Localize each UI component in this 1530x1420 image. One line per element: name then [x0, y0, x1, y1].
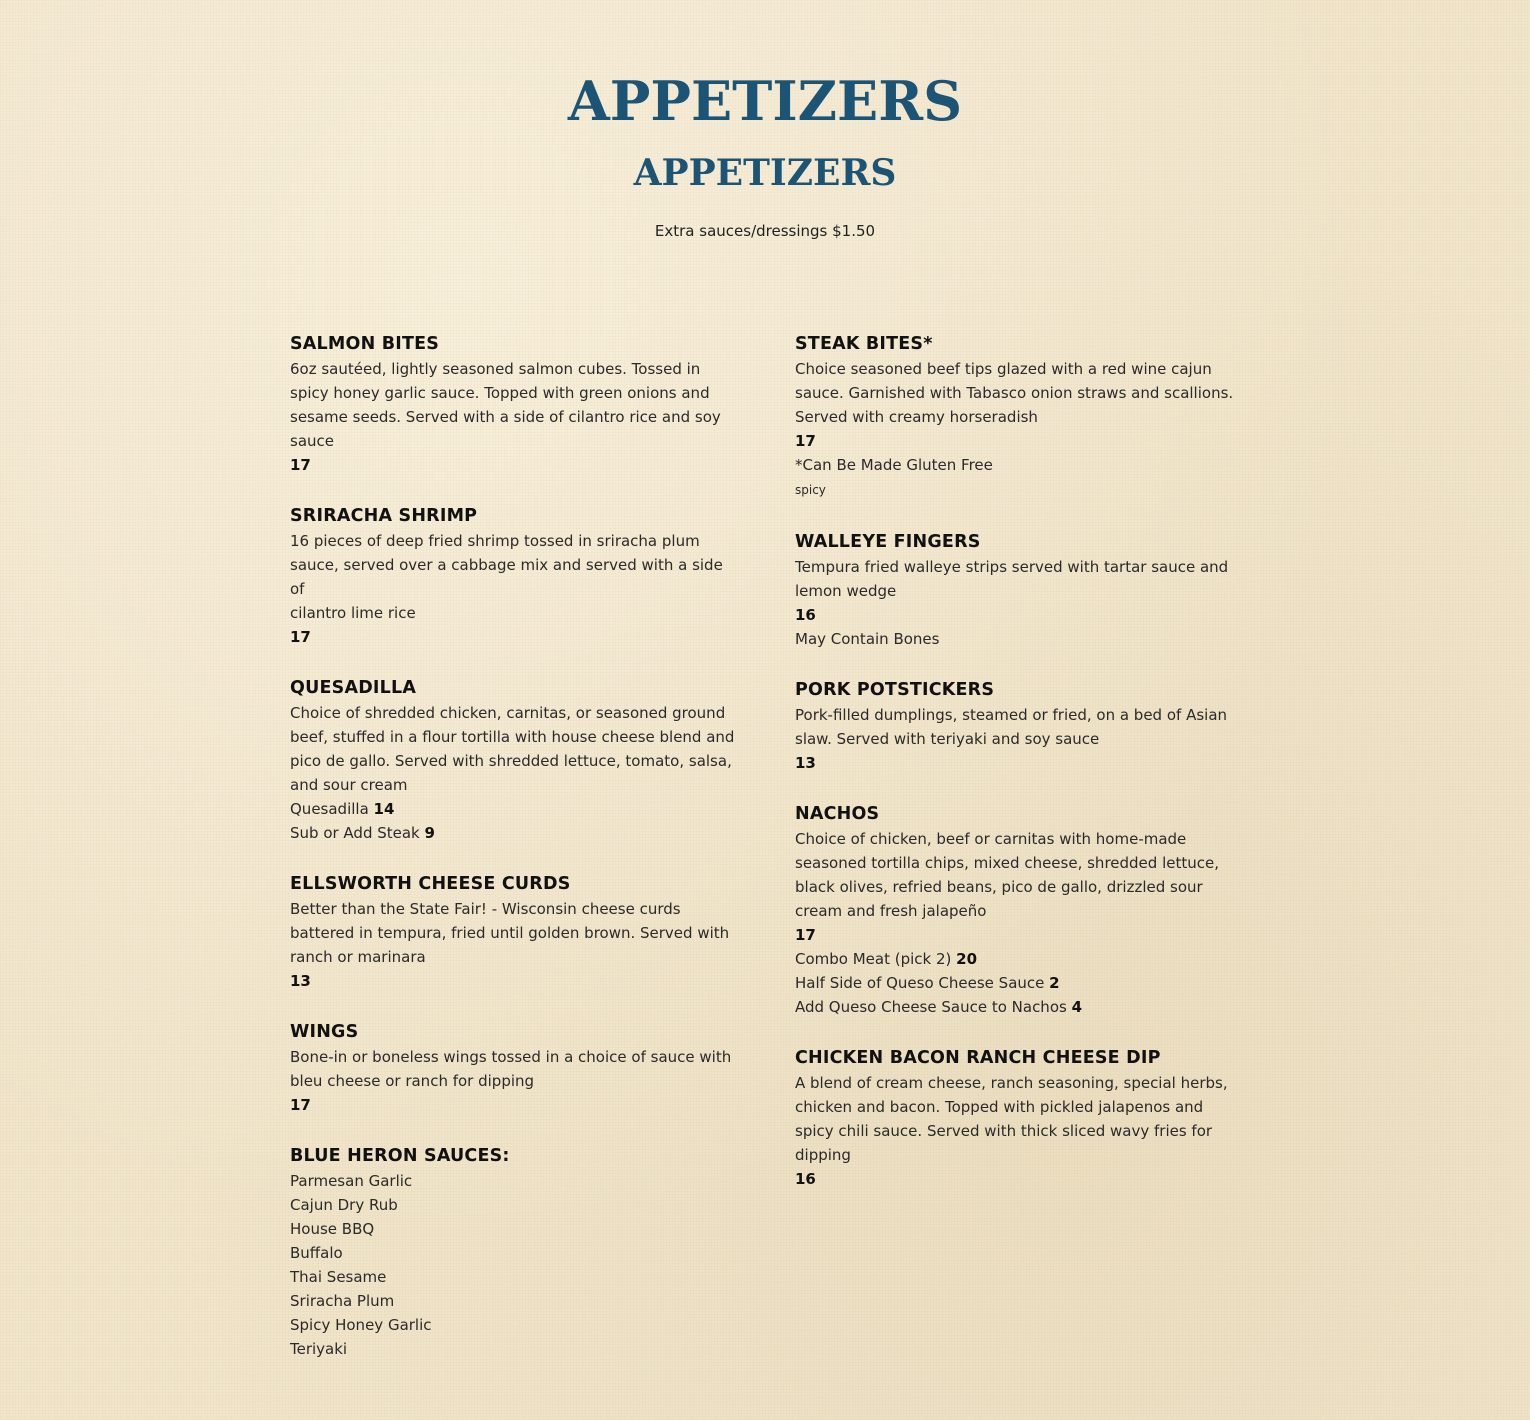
item-description-line: sesame seeds. Served with a side of cilantro rice and soy — [290, 408, 721, 426]
item-name: WINGS — [290, 1022, 359, 1042]
sauce-list-item: Cajun Dry Rub — [290, 1196, 398, 1214]
item-price: 17 — [795, 926, 816, 944]
item-description-line: 16 pieces of deep fried shrimp tossed in sriracha plum — [290, 532, 700, 550]
menu-item-sriracha-shrimp — [290, 503, 740, 649]
item-description-line: sauce — [290, 432, 334, 450]
item-description-line: dipping — [795, 1146, 851, 1164]
sauce-price-note: Extra sauces/dressings $1.50 — [654, 222, 876, 240]
menu-item-steak-bites — [795, 331, 1235, 503]
item-option — [290, 797, 740, 821]
menu-item-wings — [290, 1019, 740, 1117]
option-label: Sub or Add Steak — [290, 824, 425, 842]
item-name: SALMON BITES — [290, 334, 440, 354]
sauce-list-item: Parmesan Garlic — [290, 1172, 413, 1190]
option-price: 2 — [1049, 974, 1060, 992]
item-name: CHICKEN BACON RANCH CHEESE DIP — [795, 1048, 1161, 1068]
menu-column-right — [795, 331, 1235, 1217]
item-description-line: Better than the State Fair! - Wisconsin cheese curds — [290, 900, 681, 918]
item-description-line: Bone-in or boneless wings tossed in a choice of sauce with — [290, 1048, 732, 1066]
item-name: ELLSWORTH CHEESE CURDS — [290, 874, 571, 894]
sauce-list-item: Thai Sesame — [290, 1268, 387, 1286]
menu-item-cheese-dip — [795, 1045, 1235, 1191]
item-description-line: Choice seasoned beef tips glazed with a red wine cajun — [795, 360, 1212, 378]
sauce-list-item: House BBQ — [290, 1220, 375, 1238]
option-label: Quesadilla — [290, 800, 374, 818]
option-price: 14 — [373, 800, 395, 818]
item-description-line: ranch or marinara — [290, 948, 426, 966]
item-note: *Can Be Made Gluten Free — [795, 456, 993, 474]
item-description-line: battered in tempura, fried until golden brown. Served with — [290, 924, 730, 942]
item-name: STEAK BITES* — [795, 334, 933, 354]
item-description-line: beef, stuffed in a flour tortilla with house cheese blend and — [290, 728, 735, 746]
item-description-line: A blend of cream cheese, ranch seasoning, special herbs, — [795, 1074, 1228, 1092]
item-description-line: spicy honey garlic sauce. Topped with green onions and — [290, 384, 710, 402]
option-price: 20 — [956, 950, 978, 968]
item-option — [290, 821, 740, 845]
menu-item-salmon-bites — [290, 331, 740, 477]
sauce-list-item: Buffalo — [290, 1244, 343, 1262]
item-description-line: lemon wedge — [795, 582, 897, 600]
item-price: 16 — [795, 606, 816, 624]
menu-item-nachos — [795, 801, 1235, 1019]
item-name: NACHOS — [795, 804, 880, 824]
item-description-line: 6oz sautéed, lightly seasoned salmon cubes. Tossed in — [290, 360, 701, 378]
item-description-line: chicken and bacon. Topped with pickled jalapenos and — [795, 1098, 1204, 1116]
item-description-line: Pork-filled dumplings, steamed or fried, on a bed of Asian — [795, 706, 1228, 724]
menu-item-pork-potstickers — [795, 677, 1235, 775]
item-name: SRIRACHA SHRIMP — [290, 506, 478, 526]
item-description-line: sauce. Garnished with Tabasco onion straws and scallions. — [795, 384, 1234, 402]
menu-item-sauces — [290, 1143, 740, 1361]
item-description-line: and sour cream — [290, 776, 408, 794]
option-label: Half Side of Queso Cheese Sauce — [795, 974, 1050, 992]
item-name: PORK POTSTICKERS — [795, 680, 995, 700]
item-description-line: cilantro lime rice — [290, 604, 416, 622]
option-price: 4 — [1071, 998, 1083, 1016]
option-label: Add Queso Cheese Sauce to Nachos — [795, 998, 1072, 1016]
item-description-line: pico de gallo. Served with shredded lettuce, tomato, salsa, — [290, 752, 732, 770]
item-description-line: Served with creamy horseradish — [795, 408, 1038, 426]
item-description-line: Choice of chicken, beef or carnitas with home-made — [795, 830, 1187, 848]
item-price: 17 — [795, 432, 816, 450]
menu-item-walleye-fingers — [795, 529, 1235, 651]
item-description-line: Tempura fried walleye strips served with tartar sauce and — [795, 558, 1229, 576]
item-price: 17 — [290, 1096, 311, 1114]
section-title: APPETIZERS — [633, 152, 897, 194]
sauce-list-item: Spicy Honey Garlic — [290, 1316, 432, 1334]
item-price: 16 — [795, 1170, 816, 1188]
item-description-line: Choice of shredded chicken, carnitas, or seasoned ground — [290, 704, 726, 722]
item-price: 17 — [290, 628, 311, 646]
item-price: 17 — [290, 456, 311, 474]
item-note: May Contain Bones — [795, 630, 940, 648]
item-name: QUESADILLA — [290, 678, 417, 698]
item-description-line: bleu cheese or ranch for dipping — [290, 1072, 535, 1090]
option-price: 9 — [424, 824, 435, 842]
item-price: 13 — [290, 972, 311, 990]
item-description-line: cream and fresh jalapeño — [795, 902, 987, 920]
page-title: APPETIZERS — [567, 69, 963, 133]
sauce-list-item: Sriracha Plum — [290, 1292, 395, 1310]
option-label: Combo Meat (pick 2) — [795, 950, 957, 968]
item-price: 13 — [795, 754, 816, 772]
menu-item-cheese-curds — [290, 871, 740, 993]
item-name: BLUE HERON SAUCES: — [290, 1146, 510, 1166]
spicy-tag: spicy — [795, 483, 826, 497]
item-description-line: black olives, refried beans, pico de gallo, drizzled sour — [795, 878, 1203, 896]
item-description-line: slaw. Served with teriyaki and soy sauce — [795, 730, 1100, 748]
item-name: WALLEYE FINGERS — [795, 532, 981, 552]
item-description-line: sauce, served over a cabbage mix and served with a side of — [290, 556, 723, 598]
sauce-list-item: Teriyaki — [290, 1340, 348, 1358]
item-description-line: seasoned tortilla chips, mixed cheese, shredded lettuce, — [795, 854, 1219, 872]
item-option — [795, 947, 1235, 971]
item-description-line: spicy chili sauce. Served with thick sliced wavy fries for — [795, 1122, 1213, 1140]
item-option — [795, 995, 1235, 1019]
menu-item-quesadilla — [290, 675, 740, 845]
menu-column-left — [290, 331, 740, 1387]
item-option — [795, 971, 1235, 995]
